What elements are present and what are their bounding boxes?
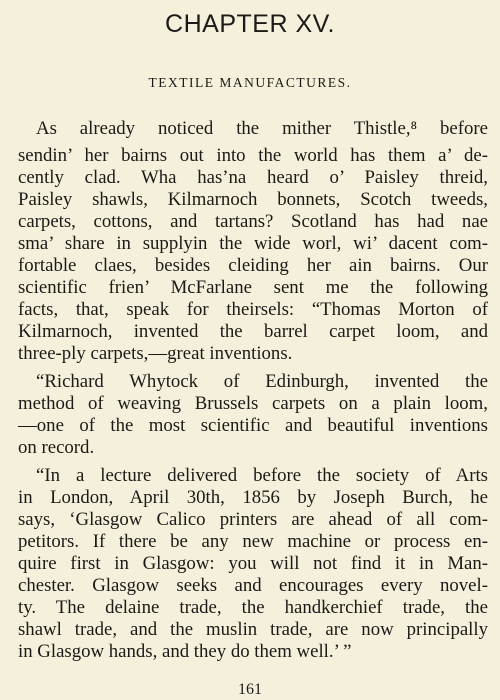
text-line: quire first in Glasgow: you will not find it in Man- (18, 553, 488, 574)
text-line: Kilmarnoch, invented the barrel carpet loom, and (18, 321, 488, 342)
text-line: scientific frien’ McFarlane sent me the following (18, 277, 488, 298)
text-line: method of weaving Brussels carpets on a plain loom, (18, 393, 488, 414)
text-line: —one of the most scientific and beautiful inventions (18, 415, 488, 436)
text-line: fortable claes, besides cleiding her ain bairns. Our (18, 255, 488, 276)
text-line: carpets, cottons, and tartans? Scotland has had nae (18, 211, 488, 232)
text-line: “In a lecture delivered before the society of Arts (36, 465, 488, 486)
text-line: on record. (18, 437, 95, 458)
text-line: says, ‘Glasgow Calico printers are ahead of all com- (18, 509, 488, 530)
text-line: sma’ share in supplyin the wide worl, wi’ dacent com- (18, 233, 488, 254)
text-line: facts, that, speak for theirsels: “Thomas Morton of (18, 299, 488, 320)
text-line: cently clad. Wha has’na heard o’ Paisley threid, (18, 167, 488, 188)
text-line: sendin’ her bairns out into the world has them a’ de- (18, 145, 488, 166)
text-line: shawl trade, and the muslin trade, are now principally (18, 619, 488, 640)
text-line: “Richard Whytock of Edinburgh, invented the (36, 371, 488, 392)
text-line: petitors. If there be any new machine or process en- (18, 531, 488, 552)
page-number: 161 (238, 681, 262, 698)
text-line: ty. The delaine trade, the handkerchief trade, the (18, 597, 488, 618)
text-line: in Glasgow hands, and they do them well.’ ” (18, 641, 352, 662)
text-line: Paisley shawls, Kilmarnoch bonnets, Scotch tweeds, (18, 189, 488, 210)
chapter-heading: CHAPTER XV. (165, 10, 335, 38)
text-line: in London, April 30th, 1856 by Joseph Burch, he (18, 487, 488, 508)
text-line: chester. Glasgow seeks and encourages every novel- (18, 575, 488, 596)
text-line: As already noticed the mither Thistle,⁸ before (36, 118, 488, 139)
text-line: three-ply carpets,—great inventions. (18, 343, 293, 364)
chapter-subtitle: TEXTILE MANUFACTURES. (148, 75, 352, 90)
